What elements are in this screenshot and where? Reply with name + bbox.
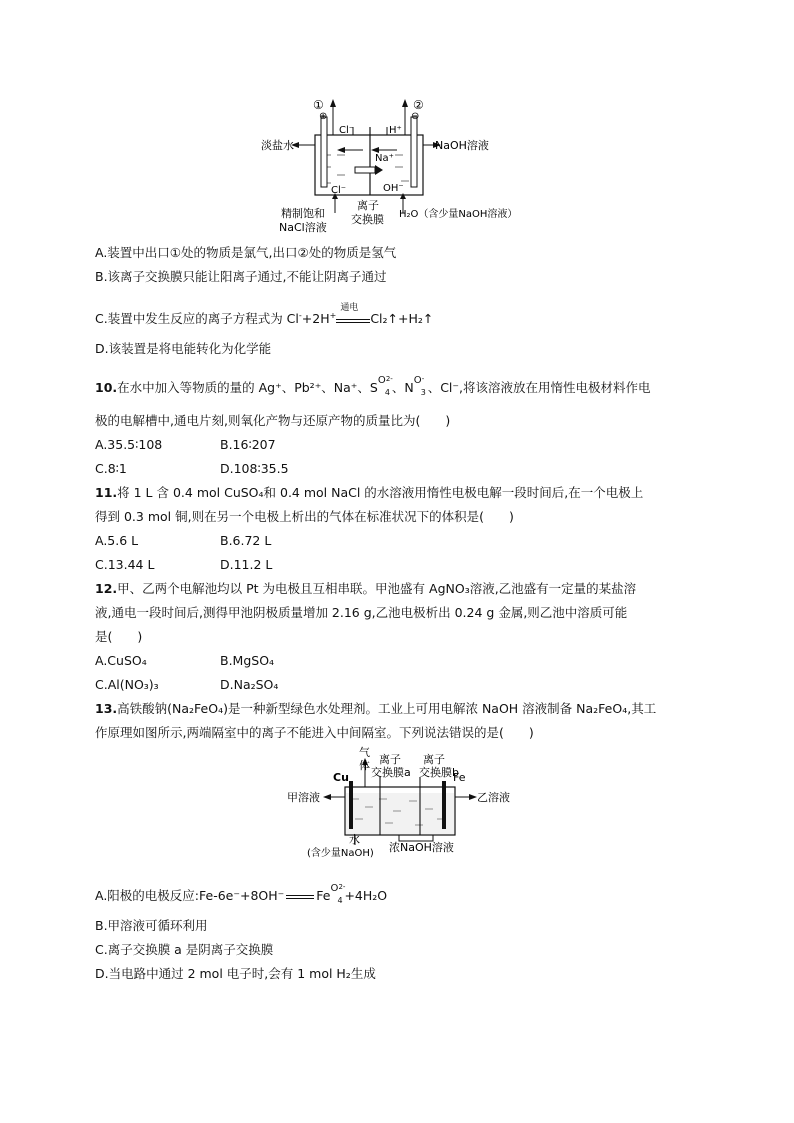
sulfate-formula: O 4 2- (377, 375, 393, 397)
q13-a-postfix: +4H₂O (344, 888, 388, 903)
q10-text-b: 、N (391, 380, 414, 395)
conc-naoh-label: 浓NaOH溶液 (389, 841, 454, 854)
q9-option-c: C.装置中发生反应的离子方程式为 Cl-+2H+ 通电 Cl₂↑+H₂↑ (95, 303, 434, 327)
q9-option-a: A.装置中出口①处的物质是氯气,出口②处的物质是氢气 (95, 245, 397, 260)
ferrate-formula: O 4 2- (330, 883, 346, 905)
q10-option-d: D.108∶35.5 (220, 461, 289, 476)
cathode-electrode (411, 117, 417, 187)
figure-ferrate-cell (285, 745, 525, 860)
q11-stem-line1 (95, 484, 643, 502)
q12-stem-line1 (95, 580, 636, 598)
equals-sign (286, 895, 314, 899)
q10-number: 10. (95, 380, 118, 395)
membrane-a-label-1: 离子 (379, 753, 401, 766)
right-solution-label: 乙溶液 (477, 791, 510, 804)
left-inlet-label-1: 精制饱和 (281, 207, 325, 220)
cathode-sign: ⊖ (411, 111, 420, 122)
q9-c-postfix: Cl₂↑+H₂↑ (370, 311, 434, 327)
q10-text-a: 在水中加入等物质的量的 Ag⁺、Pb²⁺、Na⁺、S (117, 380, 378, 395)
q13-number: 13. (95, 701, 118, 716)
oh-label: OH⁻ (383, 183, 404, 194)
q13-option-b: B.甲溶液可循环利用 (95, 918, 208, 933)
gas-label-1: 气 (359, 746, 370, 759)
membrane-b-label-2: 交换膜b (419, 766, 459, 779)
left-outlet-label: 淡盐水 (261, 139, 294, 152)
water-note-label: (含少量NaOH) (307, 848, 374, 859)
gas-label-2: 体 (359, 759, 370, 772)
q12-stem-line3: 是( ) (95, 629, 143, 644)
q10-stem-line2: 极的电解槽中,通电片刻,则氧化产物与还原产物的质量比为( ) (95, 413, 451, 428)
anode-electrode (321, 117, 327, 187)
q11-option-a: A.5.6 L (95, 533, 139, 548)
q13-text-1: 高铁酸钠(Na₂FeO₄)是一种新型绿色水处理剂。工业上可用电解浓 NaOH 溶液制备 Na₂FeO₄,其工 (117, 701, 657, 716)
membrane-label-1: 离子 (357, 199, 379, 212)
right-outlet-label: NaOH溶液 (435, 139, 489, 152)
cl-bottom-label: Cl⁻ (331, 185, 347, 196)
left-solution-label: 甲溶液 (287, 791, 320, 804)
figure-chlor-alkali-cell (261, 95, 525, 235)
fe-electrode (442, 781, 446, 829)
water-label: 水 (349, 833, 360, 846)
q13-a-fe: Fe (316, 888, 331, 903)
q10-text-c: 、Cl⁻,将该溶液放在用惰性电极材料作电 (427, 380, 651, 395)
q11-option-c: C.13.44 L (95, 557, 155, 572)
q11-stem-line2: 得到 0.3 mol 铜,则在另一个电极上析出的气体在标准状况下的体积是( ) (95, 509, 514, 524)
solution-fill (346, 793, 454, 834)
outlet-1-label: ① (313, 98, 324, 112)
q13-stem-line2: 作原理如图所示,两端隔室中的离子不能进入中间隔室。下列说法错误的是( ) (95, 725, 534, 740)
q10-option-a: A.35.5∶108 (95, 437, 163, 452)
q10-stem-line1 (95, 375, 651, 397)
membrane-b-label-1: 离子 (423, 753, 445, 766)
q13-a-prefix: A.阳极的电极反应:Fe-6e⁻+8OH⁻ (95, 888, 285, 903)
q12-option-d: D.Na₂SO₄ (220, 677, 279, 692)
h-top-label: H⁺ (389, 125, 402, 136)
q12-stem-line2: 液,通电一段时间后,测得甲池阴极质量增加 2.16 g,乙池电极析出 0.24 g 金属,则乙池中溶质可能 (95, 605, 628, 620)
q10-option-b: B.16∶207 (220, 437, 276, 452)
fe-label: Fe (453, 771, 466, 784)
q13-option-d: D.当电路中通过 2 mol 电子时,会有 1 mol H₂生成 (95, 966, 376, 981)
membrane-a-label-2: 交换膜a (371, 766, 411, 779)
q13-stem-line1 (95, 700, 656, 718)
q13-option-c: C.离子交换膜 a 是阴离子交换膜 (95, 942, 274, 957)
cl-top-label: Cl⁻ (339, 125, 355, 136)
cu-electrode (349, 781, 353, 829)
q13-option-a (95, 883, 388, 905)
q11-text-1: 将 1 L 含 0.4 mol CuSO₄和 0.4 mol NaCl 的水溶液用惰性电极电解一段时间后,在一个电极上 (117, 485, 644, 500)
q11-option-d: D.11.2 L (220, 557, 273, 572)
right-inlet-label: H₂O（含少量NaOH溶液） (399, 209, 518, 220)
q9-c-mid: +2H (301, 311, 330, 327)
membrane-label-2: 交换膜 (351, 213, 384, 226)
reaction-condition: 通电 (336, 311, 370, 323)
q10-option-c: C.8∶1 (95, 461, 127, 476)
anode-sign: ⊕ (319, 111, 328, 122)
q11-number: 11. (95, 485, 118, 500)
q12-option-b: B.MgSO₄ (220, 653, 275, 668)
q12-option-a: A.CuSO₄ (95, 653, 147, 668)
q11-option-b: B.6.72 L (220, 533, 272, 548)
q12-text-1: 甲、乙两个电解池均以 Pt 为电极且互相串联。甲池盛有 AgNO₃溶液,乙池盛有一定量的某盐溶 (117, 581, 637, 596)
outlet-2-label: ② (413, 98, 424, 112)
q12-number: 12. (95, 581, 118, 596)
nitrate-formula: O 3 - (413, 375, 426, 397)
q12-option-c: C.Al(NO₃)₃ (95, 677, 159, 692)
cu-label: Cu (333, 771, 349, 784)
q9-option-b: B.该离子交换膜只能让阳离子通过,不能让阴离子通过 (95, 269, 387, 284)
q9-option-d: D.该装置是将电能转化为化学能 (95, 341, 272, 356)
na-ion-label: Na⁺ (375, 153, 394, 164)
left-inlet-label-2: NaCl溶液 (279, 221, 327, 234)
q9-c-prefix: C.装置中发生反应的离子方程式为 Cl (95, 311, 299, 327)
